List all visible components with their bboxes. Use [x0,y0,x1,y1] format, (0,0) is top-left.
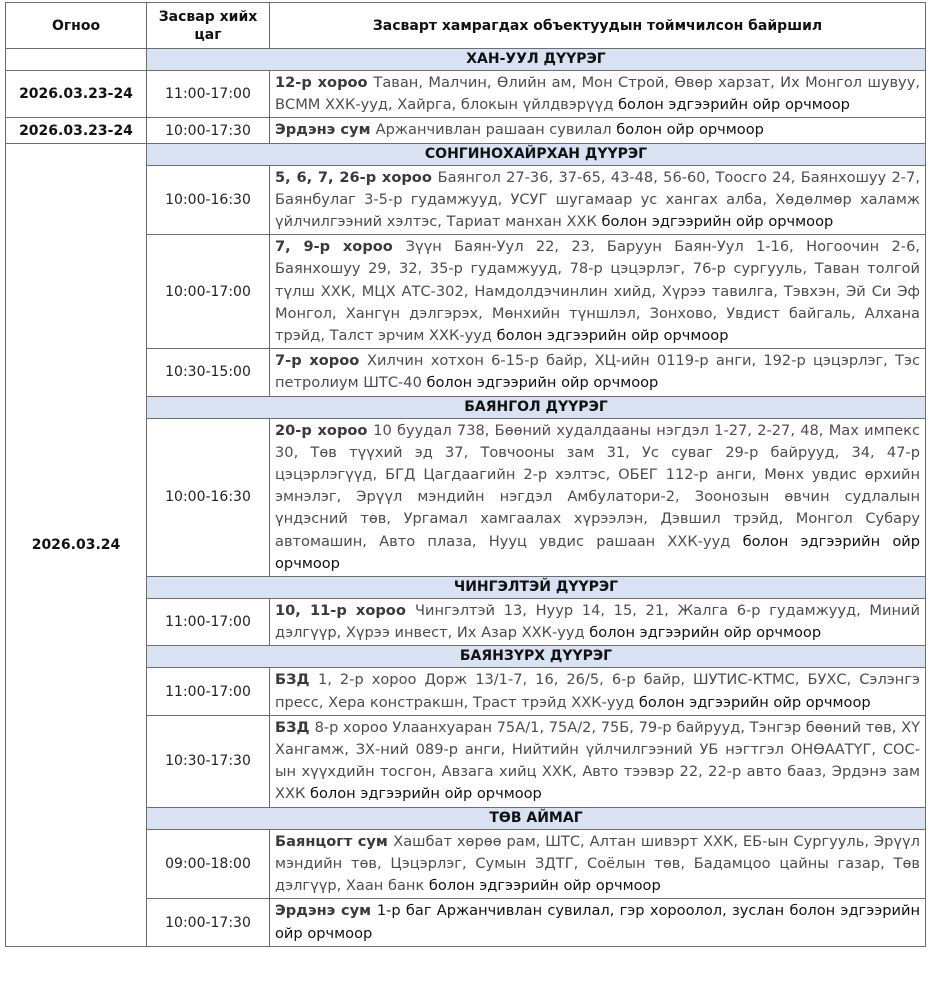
location-body: 8-р хороо Улаанхуаран 75А/1, 75А/2, 75Б, 79-р байрууд, Тэнгэр бөөний төв, ХҮ Хангамж, ЗХ-ний 089-р анги, Нийтийн үйлчилгээний УБ нэгтгэл ОНӨААТҮГ, СОС-ын хүүхдийн тосгон, Авзага хийц ХХК, Авто тээвэр 22, 22-р авто бааз, Эрдэнэ зам ХХК [275,718,920,803]
location-lead: 7, 9-р хороо [275,238,393,256]
district-heading: БАЯНЗҮРХ ДҮҮРЭГ [147,646,926,668]
time-column-header: Засвар хийх цаг [147,3,270,49]
location-lead: 20-р хороо [275,421,368,439]
location-column-header: Засварт хамрагдах объектуудын тоймчилсон байршил [270,3,926,49]
time-cell: 10:00-16:30 [147,165,270,235]
power-outage-table [5,2,926,947]
district-heading: СОНГИНОХАЙРХАН ДҮҮРЭГ [147,143,926,165]
time-cell: 10:30-17:30 [147,715,270,807]
time-cell: 09:00-18:00 [147,829,270,899]
location-cell [270,418,926,576]
district-heading: БАЯНГОЛ ДҮҮРЭГ [147,396,926,418]
location-body: Зүүн Баян-Уул 22, 23, Баруун Баян-Уул 1-16, Ногоочин 2-6, Баянхошуу 29, 32, 35-р гудамжууд, 78-р цэцэрлэг, 76-р сургууль, Таван толгой түлш ХХК, МЦХ АТС-302, Намдолдэчинлин хийд, Хүрээ тавилга, Тэвхэн, Эй Си Эф Монгол, Хангүн дэлгэрэх, Мөнхийн түншлэл, Зонхово, Увдист байгаль, Алхана трэйд, Талст эрчим ХХК-ууд [275,238,920,345]
time-cell: 10:30-15:00 [147,349,270,396]
time-cell: 11:00-17:00 [147,71,270,118]
location-tail: болон эдгээрийн ойр орчмоор [275,532,921,572]
location-lead: 5, 6, 7, 26-р хороо [275,168,432,186]
location-cell [270,118,926,143]
location-tail: болон эдгээрийн ойр орчмоор [310,785,542,803]
location-lead: 10, 11-р хороо [275,602,406,620]
location-tail: болон эдгээрийн ойр орчмоор [638,693,871,711]
date-column-header: Огноо [6,3,147,49]
district-heading: ХАН-УУЛ ДҮҮРЭГ [147,49,926,71]
location-body: Аржанчивлан рашаан сувилал [375,121,612,139]
location-body: Баянгол 27-36, 37-65, 43-48, 56-60, Тоосго 24, Баянхошуу 2-7, Баянбулаг 3-5-р гудамжууд, УСУГ шугамаар ус хангах алба, Хөдөлмөр халамж үйлчилгээний хэлтэс, Тариат манхан ХХК [275,168,920,231]
location-cell [270,71,926,118]
location-body: Чингэлтэй 13, Нуур 14, 15, 21, Жалга 6-р гудамжууд, Миний дэлгүүр, Хүрээ инвест, Их Азар ХХК-ууд [275,602,920,642]
location-tail: болон эдгээрийн ойр орчмоор [601,213,834,231]
location-cell [270,899,926,946]
location-lead: Баянцогт сум [275,832,388,850]
location-cell [270,668,926,715]
location-body: Таван, Малчин, Өлийн ам, Мон Строй, Өвөр харзат, Их Монгол шувуу, ВСММ ХХК-ууд, Хайрга, блокын үйлдвэрүүд [275,74,920,114]
date-cell: 2026.03.23-24 [6,118,147,143]
location-lead: 12-р хороо [275,74,368,91]
location-lead: БЗД [275,718,310,736]
time-cell: 10:00-16:30 [147,418,270,576]
blank-cell [6,49,147,71]
location-lead: 7-р хороо [275,352,360,370]
location-body: Хашбат хөрөө рам, ШТС, Алтан шивэрт ХХК, ЕБ-ын Сургууль, Эрүүл мэндийн төв, Цэцэрлэг, Сумын ЗДТГ, Соёлын төв, Бадамцоо цайны газар, Төв дэлгүүр, Хаан банк [275,832,920,895]
location-body: Хилчин хотхон 6-15-р байр, ХЦ-ийн 0119-р анги, 192-р цэцэрлэг, Тэс петролиум ШТС-40 [275,352,920,392]
table-row [6,71,926,118]
location-cell [270,599,926,646]
location-lead: Эрдэнэ сум [275,121,371,139]
location-tail: болон эдгээрийн ойр орчмоор [426,374,659,392]
table-row [6,118,926,143]
location-cell [270,715,926,807]
location-cell [270,165,926,235]
time-cell: 11:00-17:00 [147,599,270,646]
time-cell: 10:00-17:00 [147,235,270,349]
date-cell: 2026.03.23-24 [6,71,147,118]
location-tail: болон ойр орчмоор [616,121,764,139]
location-tail: болон эдгээрийн ойр орчмоор [428,877,661,895]
location-tail: болон эдгээрийн ойр орчмоор [496,327,729,345]
location-cell [270,829,926,899]
district-heading: ТӨВ АЙМАГ [147,807,926,829]
location-tail: болон эдгээрийн ойр орчмоор [618,96,850,114]
time-cell: 10:00-17:30 [147,899,270,946]
location-tail: болон эдгээрийн ойр орчмоор [589,624,822,642]
location-cell [270,235,926,349]
location-body: 1-р баг Аржанчивлан сувилал, гэр хороолол, зуслан болон эдгээрийн ойр орчмоор [275,902,920,942]
location-cell [270,349,926,396]
district-row [6,49,926,71]
location-body: 10 буудал 738, Бөөний худалдааны нэгдэл 1-27, 2-27, 48, Мах импекс 30, Төв түүхий эд 37, Товчооны зам 31, Ус суваг 29-р байрууд, 34, 47-р цэцэрлэгүүд, БГД Цагдаагийн 2-р хэлтэс, ОБЕГ 112-р анги, Мөнх увдис өрхийн эмнэлэг, Эрүүл мэндийн нэгдэл Амбулатори-2, Зоонозын өвчин судлалын үндэсний төв, Ургамал хамгаалах хүрээлэн, Дэвшил трэйд, Монгол Субару автомашин, Авто плаза, Нууц увдис рашаан ХХК-ууд [275,421,920,550]
location-lead: БЗД [275,671,310,689]
time-cell: 10:00-17:30 [147,118,270,143]
date-cell: 2026.03.24 [6,143,147,946]
district-heading: ЧИНГЭЛТЭЙ ДҮҮРЭГ [147,577,926,599]
location-lead: Эрдэнэ сум [275,902,372,920]
time-cell: 11:00-17:00 [147,668,270,715]
header-row [6,3,926,49]
district-row [6,143,926,165]
location-body: 1, 2-р хороо Дорж 13/1-7, 16, 26/5, 6-р байр, ШУТИС-КТМС, БУХС, Сэлэнгэ пресс, Хера констракшн, Траст трэйд ХХК-ууд [275,671,920,711]
